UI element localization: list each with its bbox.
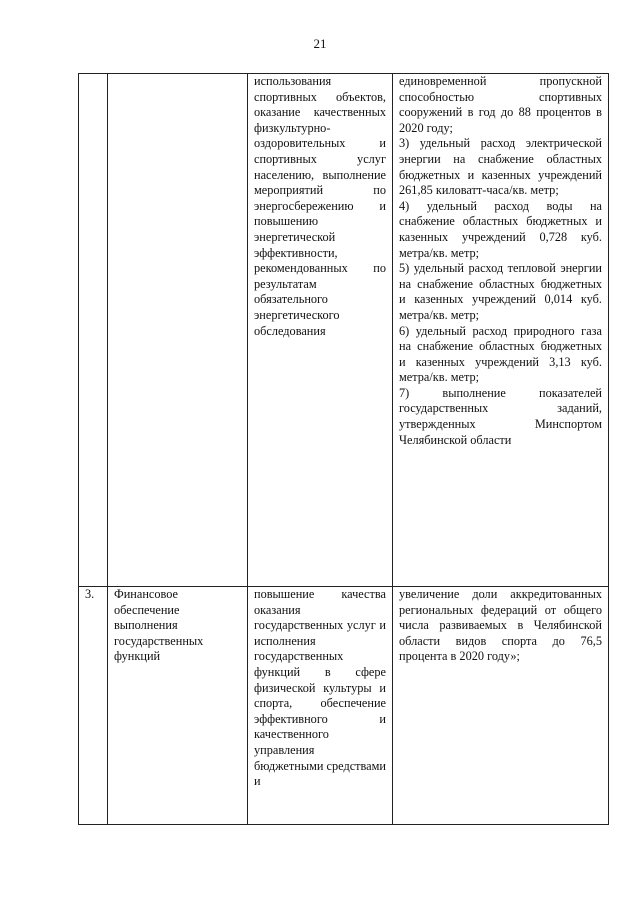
indicator-item: 7) выполнение показателей государственных заданий, утвержденных Минспортом Челябинской области [399, 385, 602, 447]
indicator-item: 5) удельный расход тепловой энергии на снабжение областных бюджетных и казенных учреждений 0,014 куб. метра/кв. метр; [399, 261, 602, 322]
task-cell: повышение качества оказания государственных услуг и исполнения государственных функций в сфере физической культуры и спорта, обеспечение эффективного и качественного управления бюджетными средствами и [248, 587, 393, 825]
table-row [79, 74, 609, 587]
program-table [78, 73, 609, 825]
area-cell [108, 74, 248, 587]
indicators-cell [393, 74, 609, 587]
indicator-item: увеличение доли аккредитованных региональных федераций от общего числа развиваемых в Челябинской области видов спорта до 76,5 процента в 2020 году»; [399, 587, 602, 664]
indicator-item: 4) удельный расход воды на снабжение областных бюджетных и казенных учреждений 0,728 куб. метра/кв. метр; [399, 198, 602, 260]
row-number-cell [79, 74, 108, 587]
table-row [79, 587, 609, 825]
indicator-item: 6) удельный расход природного газа на снабжение областных бюджетных и казенных учреждений 3,13 куб. метра/кв. метр; [399, 323, 602, 385]
area-cell: Финансовое обеспечение выполнения государственных функций [108, 587, 248, 825]
task-cell: использования спортивных объектов, оказание качественных физкультурно-оздоровительных и спортивных услуг населению, выполнение мероприятий по энергосбережению и повышению энергетической эффективности, рекомендованных по результатам обязательного энергетического обследования [248, 74, 393, 587]
page-number: 21 [313, 36, 327, 51]
indicators-cell [393, 587, 609, 825]
row-number-cell: 3. [79, 587, 108, 825]
indicator-item: 3) удельный расход электрической энергии на снабжение областных бюджетных и казенных учреждений 261,85 киловатт-часа/кв. метр; [399, 136, 602, 198]
indicator-item: единовременной пропускной способностью спортивных сооружений в год до 88 процентов в 2020 году; [399, 74, 602, 135]
